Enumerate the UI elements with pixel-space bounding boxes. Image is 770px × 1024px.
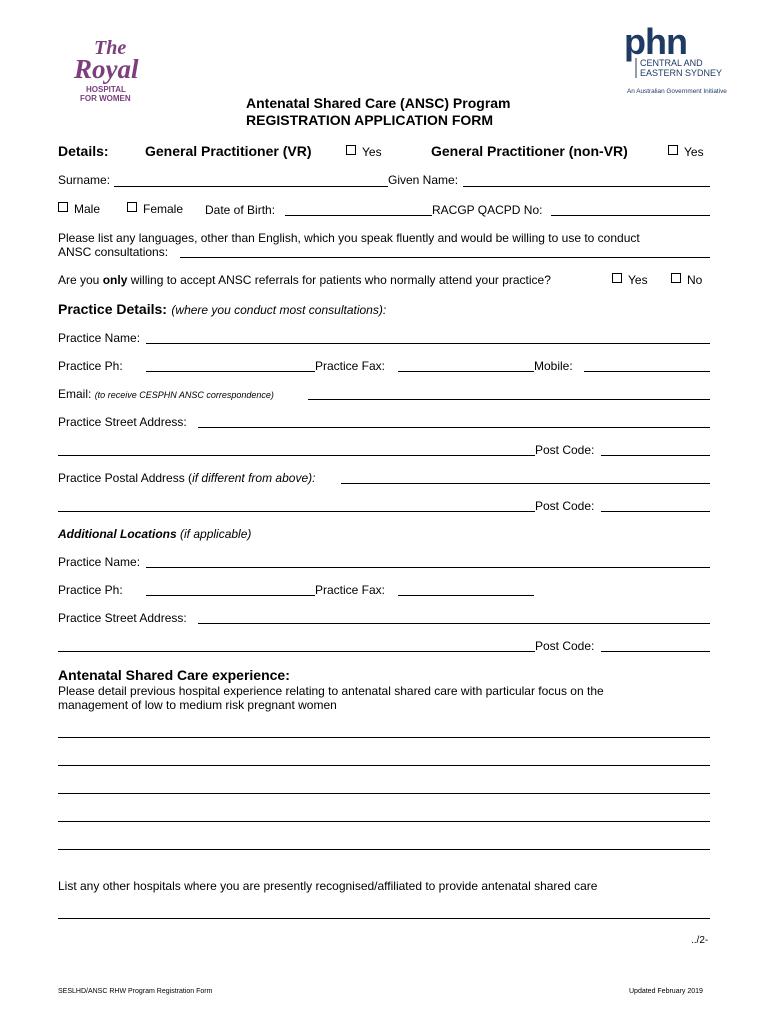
practice-phone-field[interactable] bbox=[146, 371, 315, 372]
royal-logo-for-women: FOR WOMEN bbox=[80, 94, 131, 103]
gp-nonvr-yes-checkbox[interactable] bbox=[668, 145, 678, 155]
practice-details-heading-note: (where you conduct most consultations): bbox=[171, 303, 387, 317]
gp-nonvr-yes-option[interactable] bbox=[668, 145, 704, 159]
postal-address-field[interactable] bbox=[341, 483, 710, 484]
mobile-label: Mobile: bbox=[534, 359, 573, 373]
female-checkbox[interactable] bbox=[127, 202, 137, 212]
additional-fax-field[interactable] bbox=[398, 595, 534, 596]
royal-logo-hospital: HOSPITAL bbox=[86, 85, 126, 94]
additional-locations-heading bbox=[58, 527, 251, 541]
surname-field[interactable] bbox=[114, 186, 388, 187]
postal-address-label-note: if different from above): bbox=[192, 471, 316, 485]
additional-street-field-2[interactable] bbox=[58, 651, 535, 652]
postcode-field[interactable] bbox=[601, 455, 710, 456]
practice-name-field[interactable] bbox=[146, 343, 710, 344]
form-title: Antenatal Shared Care (ANSC) Program bbox=[246, 95, 511, 111]
referrals-question-pre: Are you bbox=[58, 273, 103, 287]
practice-details-heading bbox=[58, 301, 386, 319]
gp-vr-yes-option[interactable] bbox=[346, 145, 382, 159]
gp-vr-label: General Practitioner (VR) bbox=[145, 143, 312, 159]
referrals-yes-checkbox[interactable] bbox=[612, 273, 622, 283]
details-label: Details: bbox=[58, 143, 109, 159]
phn-logo bbox=[624, 24, 736, 96]
additional-postcode-label: Post Code: bbox=[535, 639, 595, 653]
dob-label: Date of Birth: bbox=[205, 203, 276, 217]
additional-fax-label: Practice Fax: bbox=[315, 583, 386, 597]
languages-text-line2: ANSC consultations: bbox=[58, 245, 169, 259]
phn-logo-mark: phn bbox=[624, 24, 687, 62]
additional-locations-heading-label: Additional Locations bbox=[58, 527, 177, 541]
male-checkbox[interactable] bbox=[58, 202, 68, 212]
additional-street-label: Practice Street Address: bbox=[58, 611, 187, 625]
referrals-question-post: willing to accept ANSC referrals for patients who normally attend your practice? bbox=[127, 273, 551, 287]
royal-hospital-logo bbox=[68, 34, 158, 106]
email-field[interactable] bbox=[308, 399, 710, 400]
additional-phone-field[interactable] bbox=[146, 595, 315, 596]
racgp-label: RACGP QACPD No: bbox=[432, 203, 543, 217]
royal-logo-royal: Royal bbox=[74, 54, 139, 84]
given-name-label: Given Name: bbox=[388, 173, 459, 187]
female-label: Female bbox=[143, 202, 184, 216]
postal-address-label bbox=[58, 471, 315, 485]
referrals-yes-option[interactable] bbox=[612, 273, 648, 287]
referrals-no-label: No bbox=[687, 273, 703, 287]
additional-practice-name-label: Practice Name: bbox=[58, 555, 141, 569]
additional-phone-label: Practice Ph: bbox=[58, 583, 123, 597]
gp-vr-yes-label: Yes bbox=[362, 145, 382, 159]
additional-practice-name-field[interactable] bbox=[146, 567, 710, 568]
gp-vr-yes-checkbox[interactable] bbox=[346, 145, 356, 155]
experience-desc-line1: Please detail previous hospital experience relating to antenatal shared care with particular focus on the bbox=[58, 684, 604, 698]
male-option[interactable] bbox=[58, 202, 100, 216]
languages-field[interactable] bbox=[180, 257, 710, 258]
referrals-no-checkbox[interactable] bbox=[671, 273, 681, 283]
referrals-question bbox=[58, 273, 551, 287]
experience-answer-line[interactable] bbox=[58, 793, 710, 794]
dob-field[interactable] bbox=[285, 215, 432, 216]
email-label: Email: bbox=[58, 387, 92, 401]
royal-logo-the: The bbox=[94, 37, 127, 59]
street-address-field[interactable] bbox=[198, 427, 710, 428]
footer-left: SESLHD/ANSC RHW Program Registration Form bbox=[58, 988, 213, 995]
street-address-label: Practice Street Address: bbox=[58, 415, 187, 429]
additional-street-field[interactable] bbox=[198, 623, 710, 624]
phn-logo-eastern: EASTERN SYDNEY bbox=[640, 68, 723, 78]
referrals-no-option[interactable] bbox=[671, 273, 702, 287]
street-address-field-2[interactable] bbox=[58, 455, 535, 456]
languages-text-line1: Please list any languages, other than English, which you speak fluently and would be willing to use to conduct bbox=[58, 231, 640, 245]
postal-postcode-field[interactable] bbox=[601, 511, 710, 512]
other-hospitals-label: List any other hospitals where you are presently recognised/affiliated to provide antenatal shared care bbox=[58, 879, 598, 893]
practice-name-label: Practice Name: bbox=[58, 331, 141, 345]
referrals-question-only: only bbox=[102, 273, 128, 287]
experience-answer-line[interactable] bbox=[58, 737, 710, 738]
form-subtitle: REGISTRATION APPLICATION FORM bbox=[246, 112, 494, 128]
given-name-field[interactable] bbox=[463, 186, 710, 187]
surname-label: Surname: bbox=[58, 173, 111, 187]
postal-address-label-pre: Practice Postal Address ( bbox=[58, 471, 193, 485]
additional-locations-heading-note: (if applicable) bbox=[180, 527, 252, 541]
male-label: Male bbox=[74, 202, 101, 216]
mobile-field[interactable] bbox=[584, 371, 710, 372]
email-note: (to receive CESPHN ANSC correspondence) bbox=[94, 390, 274, 400]
gp-nonvr-label: General Practitioner (non-VR) bbox=[431, 143, 628, 159]
additional-postcode-field[interactable] bbox=[601, 651, 710, 652]
footer-right: Updated February 2019 bbox=[629, 988, 703, 995]
experience-answer-line[interactable] bbox=[58, 821, 710, 822]
postal-address-field-2[interactable] bbox=[58, 511, 535, 512]
experience-answer-line[interactable] bbox=[58, 765, 710, 766]
racgp-field[interactable] bbox=[551, 215, 710, 216]
gp-nonvr-yes-label: Yes bbox=[684, 145, 704, 159]
experience-answer-line[interactable] bbox=[58, 849, 710, 850]
phn-logo-tagline: An Australian Government Initiative bbox=[627, 88, 727, 95]
practice-fax-label: Practice Fax: bbox=[315, 359, 386, 373]
other-hospitals-field[interactable] bbox=[58, 918, 710, 919]
practice-details-heading-label: Practice Details: bbox=[58, 301, 167, 317]
postcode-label: Post Code: bbox=[535, 443, 595, 457]
practice-phone-label: Practice Ph: bbox=[58, 359, 123, 373]
female-option[interactable] bbox=[127, 202, 183, 216]
postal-postcode-label: Post Code: bbox=[535, 499, 595, 513]
experience-heading: Antenatal Shared Care experience: bbox=[58, 667, 290, 683]
email-label-wrap bbox=[58, 387, 274, 401]
experience-desc-line2: management of low to medium risk pregnant women bbox=[58, 698, 337, 712]
phn-logo-central: CENTRAL AND bbox=[640, 58, 703, 68]
next-page-indicator: ../2- bbox=[691, 935, 709, 946]
practice-fax-field[interactable] bbox=[398, 371, 534, 372]
referrals-yes-label: Yes bbox=[628, 273, 648, 287]
